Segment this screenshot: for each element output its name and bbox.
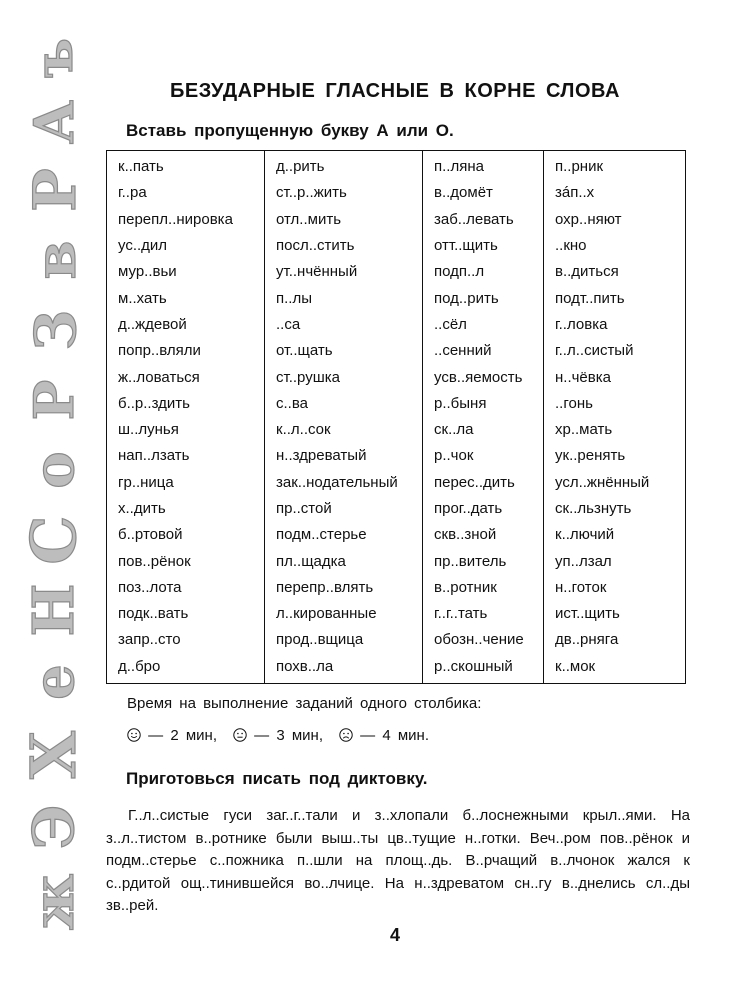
word-cell: подп..л [423,259,544,285]
word-table-row [107,259,686,285]
word-table-row [107,417,686,443]
word-cell: усв..яемость [423,364,544,390]
timing-text: — 2 мин, [148,727,217,744]
word-cell: д..бро [107,654,265,684]
exercise-instruction: Вставь пропущенную букву А или О. [126,121,454,140]
side-letter: Э [21,804,87,850]
word-cell: ст..р..жить [265,180,423,206]
page-number: 4 [390,925,401,945]
side-letter: С [17,515,90,565]
side-letter: З [23,309,89,351]
word-cell: запр..сто [107,627,265,653]
word-cell: р..быня [423,391,544,417]
word-cell: усл..жнённый [544,470,686,496]
word-table-row [107,312,686,338]
neutral-face-icon [233,728,247,742]
word-cell: р..чок [423,443,544,469]
word-table-row [107,391,686,417]
word-cell: подм..стерье [265,522,423,548]
word-cell: зак..нодательный [265,470,423,496]
word-cell: перепл..нировка [107,207,265,233]
word-cell: гр..ница [107,470,265,496]
word-cell: мур..вьи [107,259,265,285]
word-cell: попр..вляли [107,338,265,364]
timing-item [233,727,323,744]
word-cell: п..ляна [423,151,544,181]
word-cell: подк..вать [107,601,265,627]
word-table-row [107,207,686,233]
side-letter: ъ [24,38,85,78]
word-cell: обозн..чение [423,627,544,653]
word-cell: прог..дать [423,496,544,522]
word-cell: хр..мать [544,417,686,443]
word-cell: зáп..х [544,180,686,206]
word-cell: подт..пить [544,285,686,311]
dictation-text: Г..л..систые гуси заг..г..тали и з..хлопали б..лоснежными крыл..ями. На з..л..тистом в..ротнике были выш..ты цв..тущие н..готки. Веч..ром пов..рёнок и подм..стерье с..пожника п..шли на площ..дь. В..рчащий в..лчонок жался к с..рдитой ощ..тинившейся во..лчице. На н..здреватом сн..гу в..днелись сл..ды зв..рей. [106,807,690,914]
word-cell: д..рить [265,151,423,181]
word-cell: н..здреватый [265,443,423,469]
page-title: БЕЗУДАРНЫЕ ГЛАСНЫЕ В КОРНЕ СЛОВА [170,80,620,102]
word-cell: с..ва [265,391,423,417]
word-cell: ..сенний [423,338,544,364]
word-cell: отт..щить [423,233,544,259]
word-cell: пов..рёнок [107,548,265,574]
word-table-row [107,522,686,548]
word-cell: отл..мить [265,207,423,233]
sad-face-icon [339,728,353,742]
word-table-row [107,338,686,364]
word-cell: к..л..сок [265,417,423,443]
word-cell: ..гонь [544,391,686,417]
word-cell: перес..дить [423,470,544,496]
word-table-row [107,443,686,469]
word-cell: ст..рушка [265,364,423,390]
word-cell: скв..зной [423,522,544,548]
word-cell: ж..ловаться [107,364,265,390]
word-cell: ус..дил [107,233,265,259]
timing-label: Время на выполнение заданий одного столбика: [127,695,482,712]
side-letter: ж [21,873,87,931]
timing-item [339,727,429,744]
word-cell: ш..лунья [107,417,265,443]
timing-row [127,727,445,744]
word-cell: от..щать [265,338,423,364]
word-cell: ист..щить [544,601,686,627]
word-table-row [107,233,686,259]
word-cell: в..диться [544,259,686,285]
dictation-title: Приготовься писать под диктовку. [126,769,428,788]
happy-face-icon [127,728,141,742]
timing-text: — 4 мин. [360,727,429,744]
word-cell: ск..льзнуть [544,496,686,522]
word-cell: ..кно [544,233,686,259]
word-cell: ..са [265,312,423,338]
word-table-row [107,601,686,627]
word-cell: г..ра [107,180,265,206]
word-cell: р..скошный [423,654,544,684]
word-cell: г..л..систый [544,338,686,364]
word-cell: к..мок [544,654,686,684]
side-letter: Х [17,730,90,780]
word-cell: ск..ла [423,417,544,443]
word-table-row [107,627,686,653]
word-cell: ..сёл [423,312,544,338]
word-cell: охр..няют [544,207,686,233]
word-cell: заб..левать [423,207,544,233]
word-cell: перепр..влять [265,575,423,601]
word-cell: п..лы [265,285,423,311]
word-table-row [107,285,686,311]
word-cell: б..р..здить [107,391,265,417]
word-cell: в..ротник [423,575,544,601]
word-cell: похв..ла [265,654,423,684]
word-cell: в..домёт [423,180,544,206]
word-table-row [107,548,686,574]
word-table-row [107,470,686,496]
timing-text: — 3 мин, [254,727,323,744]
word-table-row [107,151,686,181]
word-cell: пл..щадка [265,548,423,574]
word-table-row [107,575,686,601]
word-cell: д..ждевой [107,312,265,338]
side-letter: А [22,100,86,144]
side-letter: Н [21,583,87,637]
word-cell: ук..ренять [544,443,686,469]
word-table-row [107,364,686,390]
word-table [106,150,686,684]
word-cell: к..лючий [544,522,686,548]
word-table-row [107,496,686,522]
word-cell: поз..лота [107,575,265,601]
word-table-row [107,654,686,684]
word-cell: н..готок [544,575,686,601]
word-cell: пр..витель [423,548,544,574]
word-cell: м..хать [107,285,265,311]
word-cell: х..дить [107,496,265,522]
word-cell: б..ртовой [107,522,265,548]
word-cell: уп..лзал [544,548,686,574]
word-cell: л..кированные [265,601,423,627]
side-letter: е [21,664,87,700]
timing-item [127,727,217,744]
word-cell: ут..нчённый [265,259,423,285]
word-cell: г..г..тать [423,601,544,627]
word-cell: к..пать [107,151,265,181]
word-cell: г..ловка [544,312,686,338]
word-table-row [107,180,686,206]
word-cell: пр..стой [265,496,423,522]
side-letter: в [23,240,89,280]
word-cell: нап..лзать [107,443,265,469]
side-letter: Р [21,168,89,212]
side-letter: Р [22,379,86,421]
word-cell: н..чёвка [544,364,686,390]
word-cell: под..рить [423,285,544,311]
word-cell: посл..стить [265,233,423,259]
word-cell: прод..вщица [265,627,423,653]
word-cell: дв..рняга [544,627,686,653]
word-cell: п..рник [544,151,686,181]
side-letter-decoration [0,0,110,1001]
side-letter: о [21,451,87,489]
